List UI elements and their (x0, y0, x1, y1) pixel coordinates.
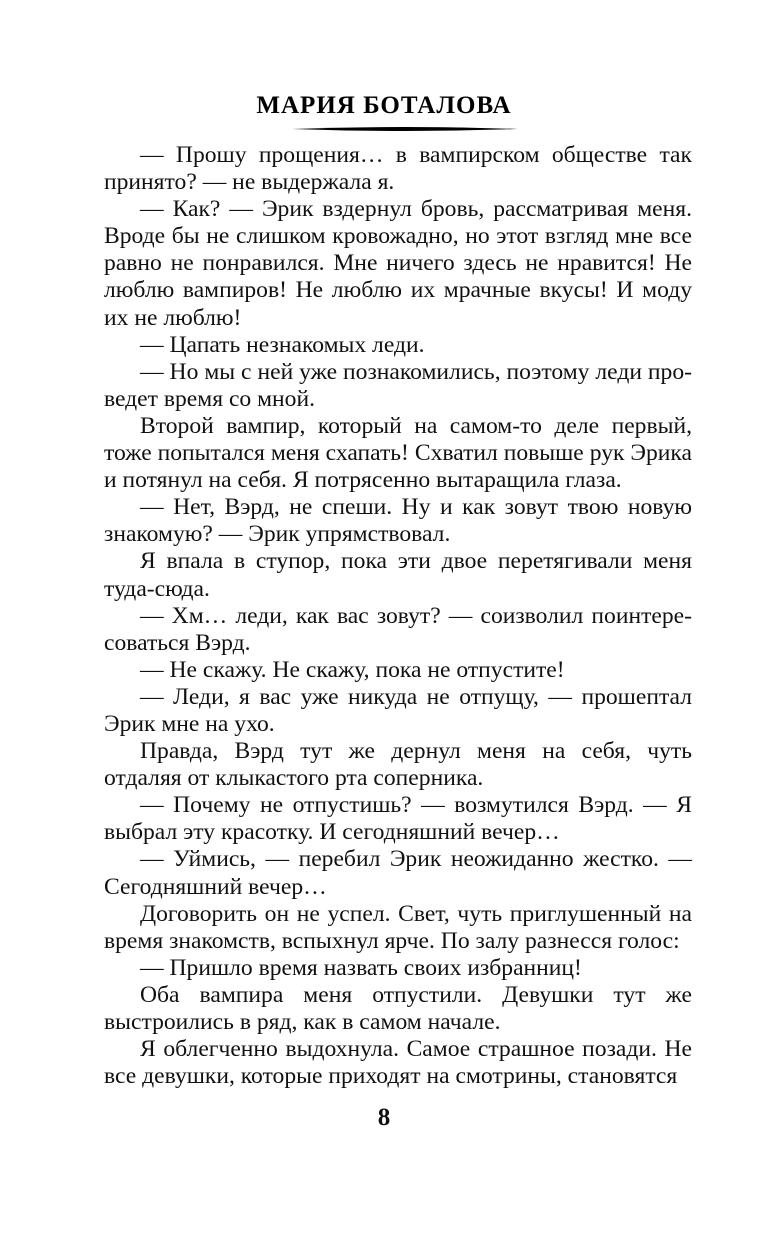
paragraph: — Уймись, — перебил Эрик неожиданно жестко. — Сегодняшний вечер… (104, 846, 692, 900)
body-text (104, 142, 692, 1090)
paragraph: Я облегченно выдохнула. Самое страшное позади. Не все девушки, которые приходят на смотрины, становятся (104, 1036, 692, 1090)
paragraph: Я впала в ступор, пока эти двое перетягивали меня туда-сюда. (104, 548, 692, 602)
paragraph: — Не скажу. Не скажу, пока не отпустите! (140, 656, 565, 683)
paragraph: — Как? — Эрик вздернул бровь, рассматривая меня. Вроде бы не слишком кровожадно, но этот взгляд мне все равно не понравился. Мне ничего здесь не нравится! Не люблю вампиров! Не люблю их мрачные вкусы! И моду их не люблю! (104, 196, 692, 331)
paragraph: — Леди, я вас уже никуда не отпущу, — прошептал Эрик мне на ухо. (104, 683, 692, 737)
paragraph: — Хм… леди, как вас зовут? — соизволил поинтересоваться Вэрд. (104, 602, 692, 656)
paragraph: Правда, Вэрд тут же дернул меня на себя, чуть отдаляя от клыкастого рта соперника. (104, 738, 692, 792)
paragraph: — Нет, Вэрд, не спеши. Ну и как зовут твою новую знакомую? — Эрик упрямствовал. (104, 494, 692, 548)
author-name: МАРИЯ БОТАЛОВА (256, 92, 512, 119)
paragraph: Договорить он не успел. Свет, чуть приглушенный на время знакомств, вспыхнул ярче. По залу разнесся голос: (104, 900, 692, 954)
paragraph: — Цапать незнакомых леди. (140, 331, 425, 358)
paragraph: — Но мы с ней уже познакомились, поэтому леди проведет время со мной. (104, 358, 692, 412)
paragraph: — Почему не отпустишь? — возмутился Вэрд. — Я выбрал эту красотку. И сегодняшний вечер… (104, 792, 692, 846)
paragraph: Второй вампир, который на самом-то деле первый, тоже попытался меня схапать! Схватил повыше рук Эрика и потянул на себя. Я потрясенно вытаращила глаза. (104, 412, 692, 494)
paragraph: — Пришло время назвать своих избранниц! (140, 954, 582, 981)
page-number: 8 (377, 1104, 391, 1131)
paragraph: Оба вампира меня отпустили. Девушки тут же выстроились в ряд, как в самом начале. (104, 981, 692, 1035)
header-underline (292, 126, 518, 132)
paragraph: — Прошу прощения… в вампирском обществе так принято? — не выдержала я. (104, 142, 692, 196)
running-header (0, 92, 768, 120)
